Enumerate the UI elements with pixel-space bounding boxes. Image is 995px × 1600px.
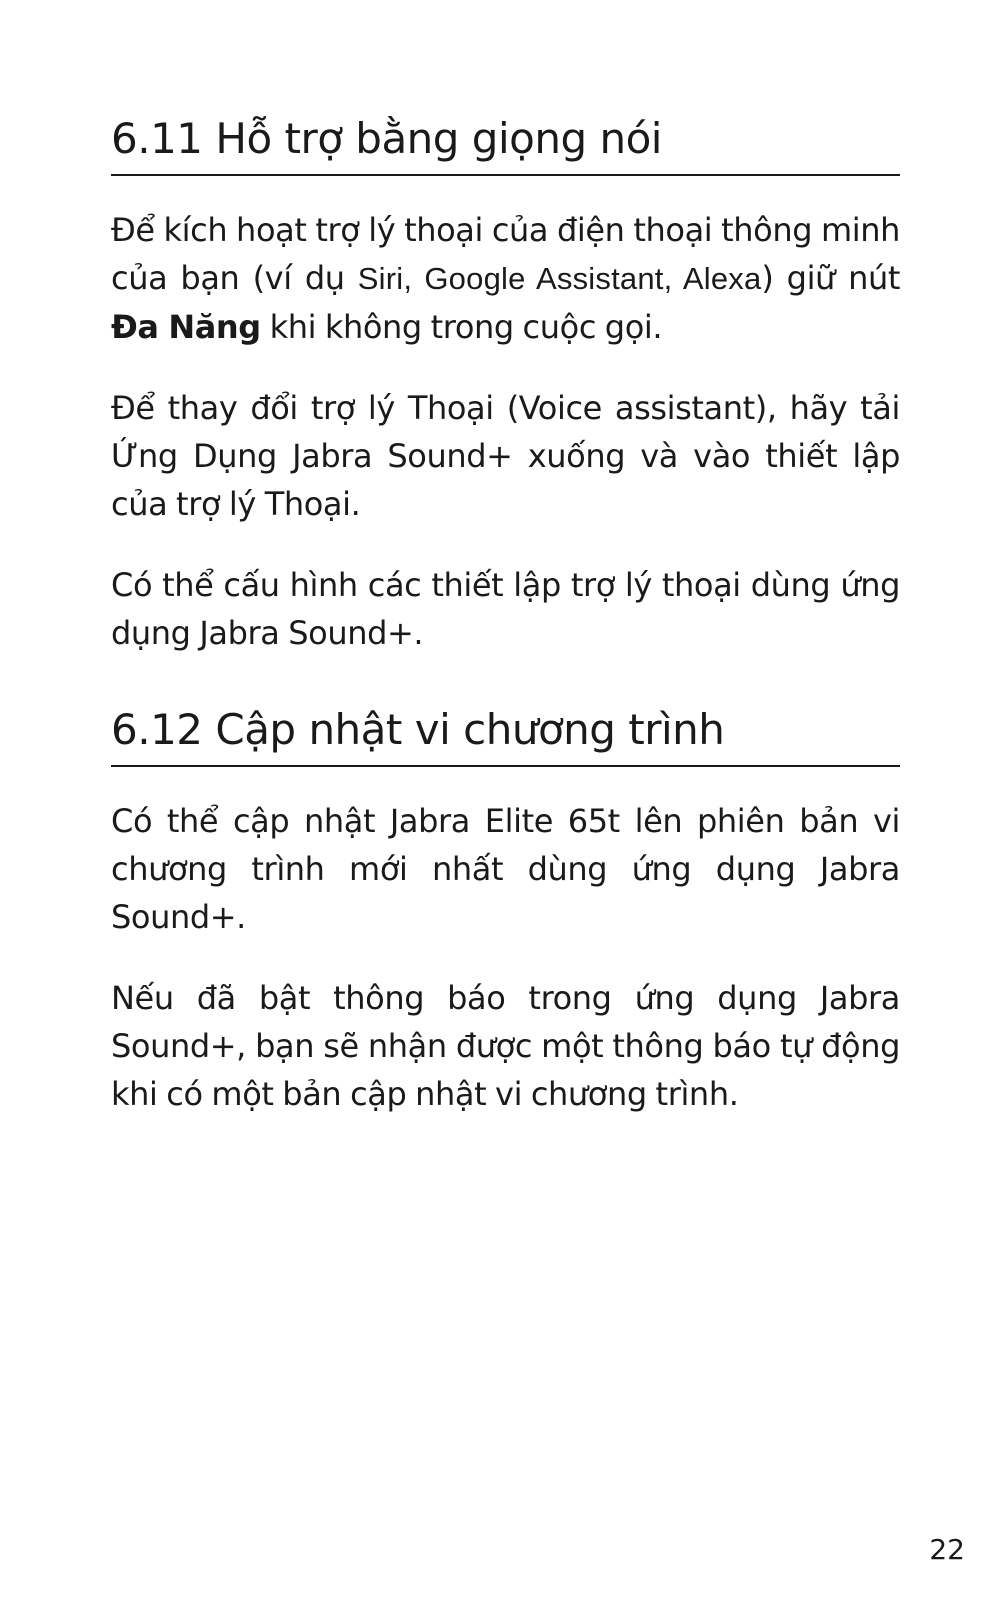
multi-function-button-name: Đa Năng bbox=[111, 308, 261, 346]
page-content bbox=[111, 110, 900, 1118]
paragraph-firmware-notification: Nếu đã bật thông báo trong ứng dụng Jabra Sound+, bạn sẽ nhận được một thông báo tự động khi có một bản cập nhật vi chương trình. bbox=[111, 979, 900, 1113]
paragraph-firmware-update: Có thể cập nhật Jabra Elite 65t lên phiên bản vi chương trình mới nhất dùng ứng dụng Jabra Sound+. bbox=[111, 802, 900, 936]
page-number: 22 bbox=[929, 1533, 965, 1566]
section-title-firmware-update: 6.12 Cập nhật vi chương trình bbox=[111, 701, 900, 767]
assistant-examples: Siri, Google Assistant, Alexa bbox=[357, 261, 762, 296]
section-title-voice-assistant: 6.11 Hỗ trợ bằng giọng nói bbox=[111, 110, 900, 176]
paragraph-configure-assistant: Có thể cấu hình các thiết lập trợ lý thoại dùng ứng dụng Jabra Sound+. bbox=[111, 566, 900, 652]
paragraph-voice-activation bbox=[111, 206, 900, 351]
voice-activation-text-1: Để kích hoạt trợ lý thoại của điện thoại thông minh của bạn (ví dụ bbox=[111, 211, 900, 297]
voice-activation-text-3: khi không trong cuộc gọi. bbox=[260, 308, 663, 346]
voice-activation-text-2: ) giữ nút bbox=[761, 259, 900, 297]
paragraph-change-assistant: Để thay đổi trợ lý Thoại (Voice assistant), hãy tải Ứng Dụng Jabra Sound+ xuống và vào thiết lập của trợ lý Thoại. bbox=[111, 389, 900, 523]
